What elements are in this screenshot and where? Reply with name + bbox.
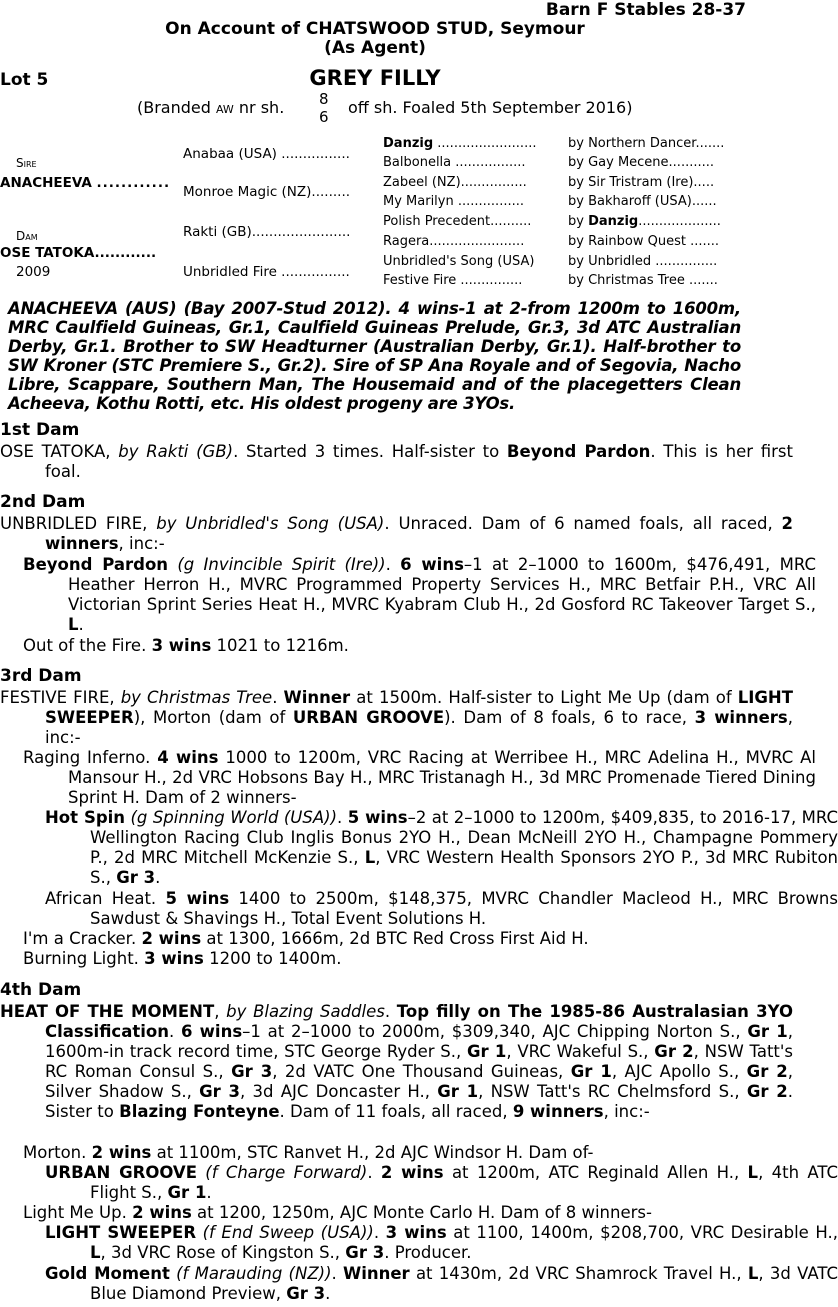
dam2-progeny-2: Out of the Fire. 3 wins 1021 to 1216m. xyxy=(23,636,349,655)
g3-6: by Unbridled ............... xyxy=(568,254,718,269)
g2-6: Unbridled's Song (USA) xyxy=(383,254,535,269)
g1-2: Rakti (GB)....................... xyxy=(183,224,351,240)
vendor-line: On Account of CHATSWOOD STUD, Seymour xyxy=(165,19,585,39)
dam2-progeny-1: Beyond Pardon (g Invincible Spirit (Ire)). 6 wins–1 at 2–1000 to 1600m, $476,491, MRC Heather Herron H., MVRC Programmed Property Services H., MRC Betfair P.H., VRC All Victorian Sprint Series Heat H., MVRC Kyabram Club H., 2d Gosford RC Takeover Target S., L. xyxy=(23,555,816,634)
dam3-progeny-1-1: Hot Spin (g Spinning World (USA)). 5 wins–2 at 2–1000 to 1200m, $409,835, to 2016-17, MRC Wellington Racing Club Inglis Bonus 2YO H., Dean McNeill 2YO H., Champagne Pommery P., 2d MRC Mitchell McKenzie S., L, VRC Western Health Sponsors 2YO P., 3d MRC Rubiton S., Gr 3. xyxy=(45,808,838,887)
g1-0: Anabaa (USA) ................ xyxy=(183,146,350,162)
sire-blurb: ANACHEEVA (AUS) (Bay 2007-Stud 2012). 4 wins-1 at 2-from 1200m to 1600m, MRC Caulfield Guineas, Gr.1, Caulfield Guineas Prelude, Gr.3, 3d ATC Australian Derby, Gr.1. Brother to SW Headturner (Australian Derby, Gr.1). Half-brother to SW Kroner (STC Premiere S., Gr.2). Sire of SP Ana Royale and of Segovia, Nacho Libre, Scappare, Southern Man, The Housemaid and of the placegetters Clean Acheeva, Kothu Rotti, etc. His oldest progeny are 3YOs. xyxy=(8,299,741,413)
g1-1: Monroe Magic (NZ)......... xyxy=(183,184,351,200)
dam3-progeny-3: Burning Light. 3 wins 1200 to 1400m. xyxy=(23,949,342,968)
dam3-progeny-1-2: African Heat. 5 wins 1400 to 2500m, $148,375, MVRC Chandler Macleod H., MRC Browns Sawdust & Shavings H., Total Event Solutions H. xyxy=(45,889,838,928)
g2-0: Danzig ........................ xyxy=(383,136,537,151)
g3-2: by Sir Tristram (Ire)..... xyxy=(568,175,715,190)
brand-num-bottom: 6 xyxy=(319,108,329,126)
g3-4: by Danzig.................... xyxy=(568,214,721,229)
g2-1: Balbonella ................. xyxy=(383,155,526,170)
dam-year: 2009 xyxy=(16,264,51,280)
g1-3: Unbridled Fire ................ xyxy=(183,264,350,280)
sire-label: Sire xyxy=(16,156,37,170)
g2-4: Polish Precedent.......... xyxy=(383,214,532,229)
brand-line-end: off sh. Foaled 5th September 2016) xyxy=(348,98,633,117)
g2-7: Festive Fire ............... xyxy=(383,273,523,288)
g3-5: by Rainbow Quest ....... xyxy=(568,234,720,249)
dam4-progeny-2: Light Me Up. 2 wins at 1200, 1250m, AJC Monte Carlo H. Dam of 8 winners- xyxy=(23,1203,652,1222)
g2-2: Zabeel (NZ)................ xyxy=(383,175,527,190)
brand-line: (Branded AW nr sh. xyxy=(137,98,285,117)
brand-num-top: 8 xyxy=(319,90,329,108)
dam3-progeny-1: Raging Inferno. 4 wins 1000 to 1200m, VRC Racing at Werribee H., MRC Adelina H., MVRC Al Mansour H., 2d VRC Hobsons Bay H., MRC Tristanagh H., 3d MRC Promenade Tiered Dining Sprint H. Dam of 2 winners- xyxy=(23,748,816,807)
g3-3: by Bakharoff (USA)...... xyxy=(568,194,717,209)
dam4-progeny-2-1: LIGHT SWEEPER (f End Sweep (USA)). 3 wins at 1100, 1400m, $208,700, VRC Desirable H., L, 3d VRC Rose of Kingston S., Gr 3. Producer. xyxy=(45,1223,838,1262)
dam4-progeny-2-2: Gold Moment (f Marauding (NZ)). Winner at 1430m, 2d VRC Shamrock Travel H., L, 3d VATC Blue Diamond Preview, Gr 3. xyxy=(45,1264,838,1303)
dam4-text: HEAT OF THE MOMENT, by Blazing Saddles. Top filly on The 1985-86 Australasian 3YO Classification. 6 wins–1 at 2–1000 to 2000m, $309,340, AJC Chipping Norton S., Gr 1, 1600m-in track record time, STC George Ryder S., Gr 1, VRC Wakeful S., Gr 2, NSW Tatt's RC Roman Consul S., Gr 3, 2d VATC One Thousand Guineas, Gr 1, AJC Apollo S., Gr 2, Silver Shadow S., Gr 3, 3d AJC Doncaster H., Gr 1, NSW Tatt's RC Chelmsford S., Gr 2. Sister to Blazing Fonteyne. Dam of 11 foals, all raced, 9 winners, inc:- xyxy=(0,1002,794,1121)
g2-5: Ragera....................... xyxy=(383,234,525,249)
dam4-progeny-1: Morton. 2 wins at 1100m, STC Ranvet H., 2d AJC Windsor H. Dam of- xyxy=(23,1143,594,1162)
lot-number: Lot 5 xyxy=(0,70,49,90)
section-4th-dam: 4th Dam xyxy=(0,980,82,1000)
section-2nd-dam: 2nd Dam xyxy=(0,492,86,512)
dam1-text: OSE TATOKA, by Rakti (GB). Started 3 times. Half-sister to Beyond Pardon. This is her first foal. xyxy=(0,442,793,481)
section-1st-dam: 1st Dam xyxy=(0,420,80,440)
agent-line: (As Agent) xyxy=(324,38,426,58)
g2-3: My Marilyn ................ xyxy=(383,194,524,209)
section-3rd-dam: 3rd Dam xyxy=(0,666,82,686)
brand-mark: AW xyxy=(216,103,234,116)
g3-7: by Christmas Tree ....... xyxy=(568,273,718,288)
dam-label: Dam xyxy=(16,229,38,243)
stables-label: Barn F Stables 28-37 xyxy=(545,0,746,20)
dam3-progeny-2: I'm a Cracker. 2 wins at 1300, 1666m, 2d BTC Red Cross First Aid H. xyxy=(23,929,589,948)
dam-name: OSE TATOKA............ xyxy=(0,245,157,261)
dam4-progeny-1-1: URBAN GROOVE (f Charge Forward). 2 wins at 1200m, ATC Reginald Allen H., L, 4th ATC Flight S., Gr 1. xyxy=(45,1163,838,1202)
dam2-text: UNBRIDLED FIRE, by Unbridled's Song (USA). Unraced. Dam of 6 named foals, all raced, 2 winners, inc:- xyxy=(0,514,793,553)
sire-name: ANACHEEVA ............ xyxy=(0,175,171,191)
lot-title: GREY FILLY xyxy=(309,66,441,90)
g3-0: by Northern Dancer....... xyxy=(568,136,725,151)
dam3-text: FESTIVE FIRE, by Christmas Tree. Winner at 1500m. Half-sister to Light Me Up (dam of LIGHT SWEEPER), Morton (dam of URBAN GROOVE). Dam of 8 foals, 6 to race, 3 winners, inc:- xyxy=(0,688,793,747)
g3-1: by Gay Mecene........... xyxy=(568,155,715,170)
